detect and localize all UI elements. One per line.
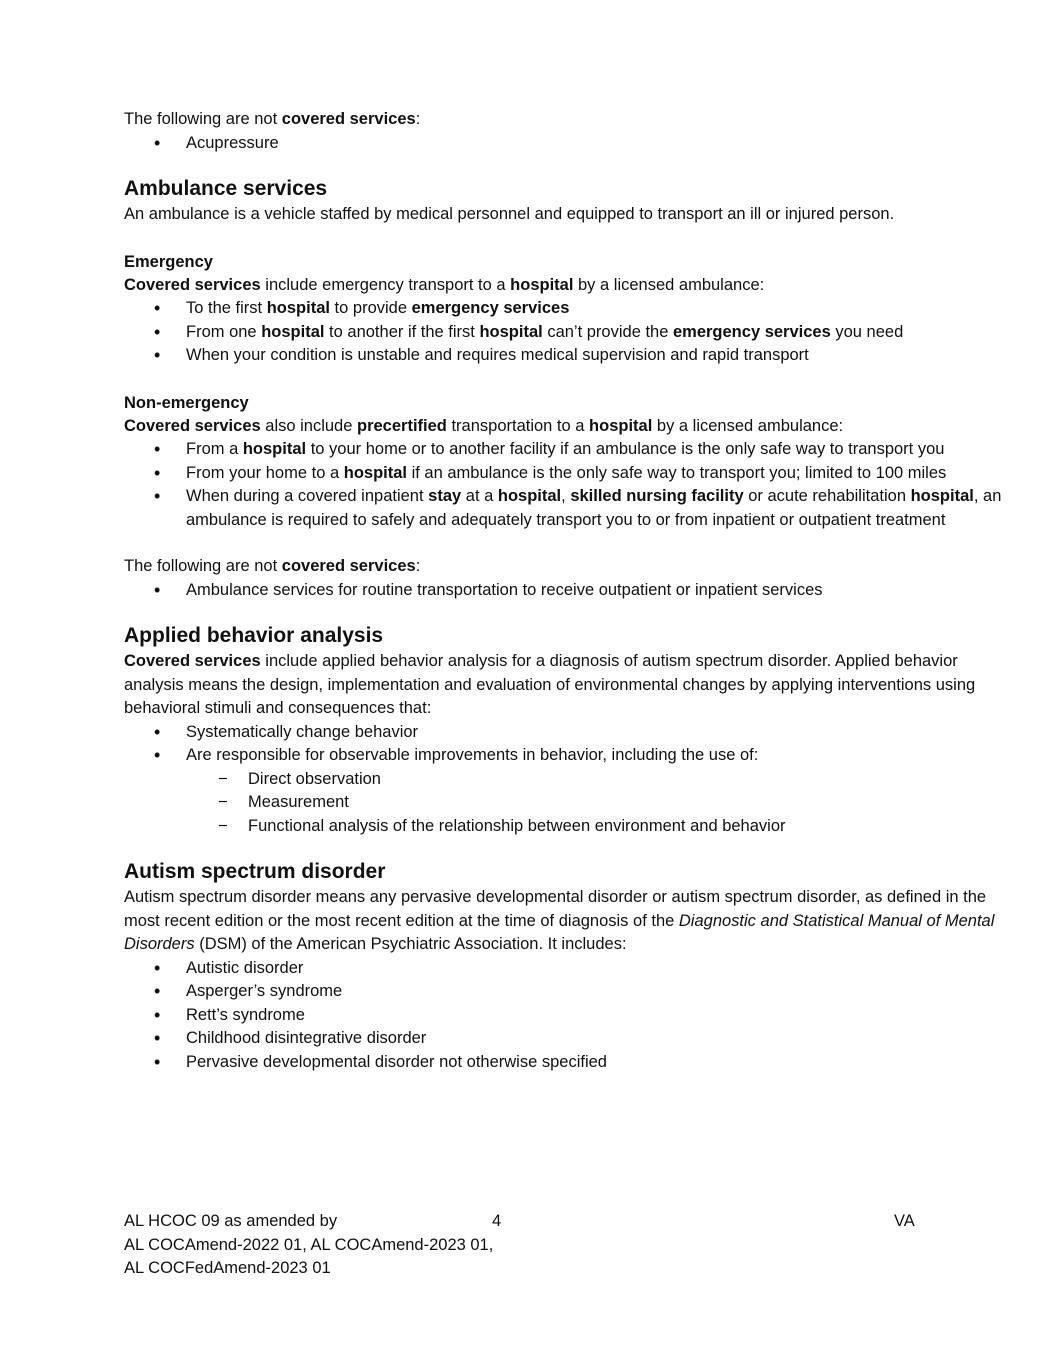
emergency-list bbox=[124, 297, 1004, 368]
list-item: • Acupressure bbox=[124, 132, 1004, 156]
section-heading-ambulance: Ambulance services bbox=[124, 177, 328, 200]
non-emergency-list bbox=[124, 438, 1004, 532]
aba-intro: Covered services include applied behavior analysis for a diagnosis of autism spectrum disorder. Applied behavior analysis means the design, implementation and evaluation of environmental changes by applying interventions using behavioral stimuli and consequences that: bbox=[124, 652, 976, 717]
list-item: • Ambulance services for routine transportation to receive outpatient or inpatient services bbox=[124, 579, 1004, 603]
subheading-non-emergency: Non-emergency bbox=[124, 393, 249, 412]
list-item: − Functional analysis of the relationship between environment and behavior bbox=[124, 815, 1004, 839]
aba-list bbox=[124, 721, 1004, 768]
footer-fed-amendment-line: AL COCFedAmend-2023 01 bbox=[124, 1259, 331, 1277]
list-item: • Asperger’s syndrome bbox=[124, 980, 1004, 1004]
list-item: − Measurement bbox=[124, 791, 1004, 815]
list-item: • Rett’s syndrome bbox=[124, 1004, 1004, 1028]
list-item: • Are responsible for observable improvements in behavior, including the use of: bbox=[124, 744, 1004, 768]
section-heading-asd: Autism spectrum disorder bbox=[124, 860, 386, 883]
document-page bbox=[124, 108, 1004, 1074]
list-item: • To the first hospital to provide emergency services bbox=[124, 297, 1004, 321]
footer-state: VA bbox=[894, 1212, 915, 1230]
list-item: • From a hospital to your home or to another facility if an ambulance is the only safe way to transport you bbox=[124, 438, 1004, 462]
list-item: • From one hospital to another if the first hospital can’t provide the emergency services you need bbox=[124, 321, 1004, 345]
ambulance-not-covered-intro: The following are not covered services: bbox=[124, 557, 421, 575]
list-item: − Direct observation bbox=[124, 768, 1004, 792]
list-item: • From your home to a hospital if an ambulance is the only safe way to transport you; limited to 100 miles bbox=[124, 462, 1004, 486]
acupressure-not-covered-intro: The following are not covered services: bbox=[124, 110, 421, 128]
page-footer bbox=[124, 1210, 924, 1281]
ambulance-not-covered-list bbox=[124, 579, 1004, 603]
list-item: • Systematically change behavior bbox=[124, 721, 1004, 745]
list-item: • When during a covered inpatient stay at a hospital, skilled nursing facility or acute rehabilitation hospital, an ambulance is required to safely and adequately transport you to or from inpatient or outpatient treatment bbox=[124, 485, 1004, 532]
list-item: • Childhood disintegrative disorder bbox=[124, 1027, 1004, 1051]
list-item: • Pervasive developmental disorder not otherwise specified bbox=[124, 1051, 1004, 1075]
asd-list bbox=[124, 957, 1004, 1075]
aba-sub-list bbox=[124, 768, 1004, 839]
list-item: • Autistic disorder bbox=[124, 957, 1004, 981]
asd-intro: Autism spectrum disorder means any pervasive developmental disorder or autism spectrum disorder, as defined in the most recent edition or the most recent edition at the time of diagnosis of the Diagnostic and Statistical Manual of Mental Disorders (DSM) of the American Psychiatric Association. It includes: bbox=[124, 888, 995, 953]
list-item: • When your condition is unstable and requires medical supervision and rapid transport bbox=[124, 344, 1004, 368]
non-emergency-intro: Covered services also include precertified transportation to a hospital by a licensed ambulance: bbox=[124, 416, 844, 435]
acupressure-not-covered-list bbox=[124, 132, 1004, 156]
footer-amendments-line: AL COCAmend-2022 01, AL COCAmend-2023 01, bbox=[124, 1235, 494, 1254]
section-heading-aba: Applied behavior analysis bbox=[124, 624, 384, 647]
ambulance-intro: An ambulance is a vehicle staffed by medical personnel and equipped to transport an ill or injured person. bbox=[124, 205, 895, 223]
subheading-emergency: Emergency bbox=[124, 252, 213, 271]
page-number: 4 bbox=[492, 1212, 502, 1230]
emergency-intro: Covered services include emergency transport to a hospital by a licensed ambulance: bbox=[124, 275, 765, 294]
footer-form-id: AL HCOC 09 as amended by bbox=[124, 1212, 338, 1230]
